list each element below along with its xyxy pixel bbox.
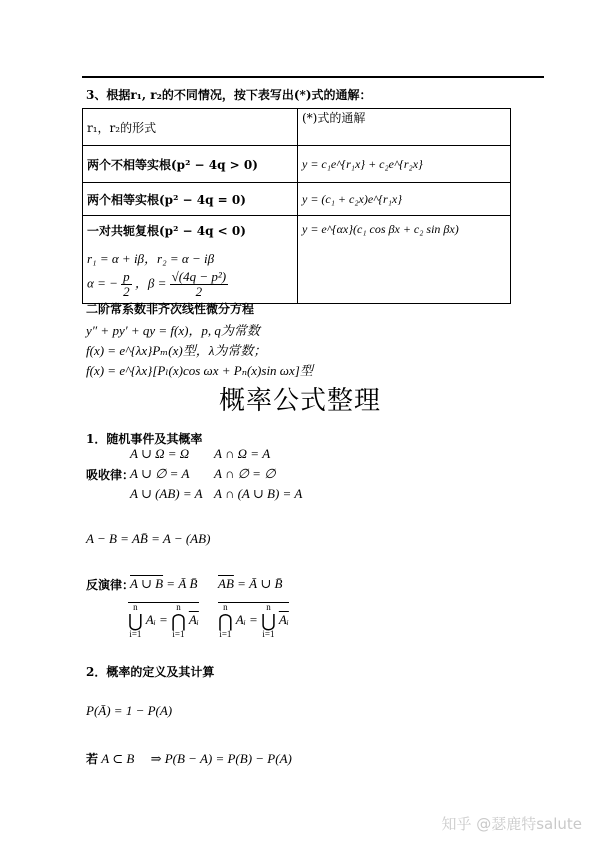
demorgan-label: 反演律： [86,578,135,592]
nonhomog-equation: y″ + py′ + qy = f(x)，p, q为常数 [86,323,260,338]
subset-formula [86,750,292,767]
absorb-1b: A ∩ Ω = A [214,446,271,461]
ai-term-2: Aᵢ [235,611,246,627]
header-form: r₁，r₂的形式 [83,109,298,146]
roots-table [82,108,511,304]
absorb-3a: A ∪ (AB) = A [130,486,203,501]
complex-roots: r₁ = α + iβ，r₂ = α − iβ [87,251,215,266]
form-equal-real: 两个相等实根(p² − 4q = 0) [83,183,298,216]
alpha-lhs: α = − [87,275,118,291]
subset-prefix: 若 [86,752,99,766]
table-row [83,109,511,146]
table-row [83,146,511,183]
solution-equal-real: y = (c₁ + c₂x)e^{r₁x} [298,183,511,216]
difference-formula: A − B = AB̄ = A − (AB) [86,531,211,546]
alpha-beta-formula [87,270,228,299]
top-rule [82,76,544,78]
ai-bar-term-2: $\overline{Aᵢ}$ [278,611,289,627]
nonhomog-type-1: f(x) = e^{λx}Pₘ(x)型，λ为常数； [86,343,267,358]
table-row [83,216,511,304]
demorgan-1-rhs: Ā B̄ [178,576,198,591]
complement-formula: P(Ā) = 1 − P(A) [86,703,173,718]
solution-distinct-real: y = c₁e^{r₁x} + c₂e^{r₂x} [298,146,511,183]
absorb-3b: A ∩ (A ∪ B) = A [214,486,303,501]
nonhomog-heading: 二阶常系数非齐次线性微分方程 [86,302,255,316]
demorgan-general-2: n ⋂ i=1 Aᵢ = n ⋃ i=1 $\overline{Aᵢ}$ [218,602,289,639]
subset-expression: A ⊂ B [101,751,135,766]
subset-result: ⇒ P(B − A) = P(B) − P(A) [150,751,292,766]
big-inter-op-2: n ⋂ i=1 [218,602,233,639]
page-title: 概率公式整理 [218,386,381,416]
absorption-label: 吸收律： [86,468,135,482]
demorgan-law-2: $\overline{AB}$ = Ā ∪ B̄ [218,576,283,591]
form-complex: 一对共轭复根(p² − 4q < 0) [87,224,246,238]
absorb-2a: A ∪ ∅ = A [130,466,190,481]
big-inter-op: n ⋂ i=1 [171,602,186,639]
demorgan-2-rhs-b: B̄ [274,576,283,591]
demorgan-2-rhs-a: Ā [249,576,258,591]
beta-lhs: ，β = [134,275,167,291]
ai-bar-term: $\overline{Aᵢ}$ [188,611,199,627]
alpha-fraction [121,270,132,299]
beta-num: √(4q − p²) [171,269,227,284]
ai-term: Aᵢ [145,611,156,627]
form-complex-cell [83,216,298,304]
section-3-heading: 3、根据r₁, r₂的不同情况，按下表写出(*)式的通解： [86,88,372,102]
table-row [83,183,511,216]
absorb-2b: A ∩ ∅ = ∅ [214,466,276,481]
section-2-heading: 2．概率的定义及其计算 [86,665,215,679]
watermark: 知乎 @瑟鹿特salute [441,815,582,833]
big-union-op: n ⋃ i=1 [128,602,143,639]
beta-den: 2 [195,284,203,299]
demorgan-law-1: A ∪ B = Ā B̄ [130,576,198,591]
demorgan-1-lhs: A ∪ B [130,576,164,591]
alpha-num: p [123,269,130,284]
form-distinct-real: 两个不相等实根(p² − 4q > 0) [83,146,298,183]
section-1-heading: 1．随机事件及其概率 [86,432,203,446]
demorgan-general-1: n ⋃ i=1 Aᵢ = n ⋂ i=1 $\overline{Aᵢ}$ [128,602,199,639]
header-solution: (*)式的通解 [298,109,511,146]
demorgan-2-lhs: $\overline{AB}$ [218,576,234,591]
big-union-op-2: n ⋃ i=1 [261,602,276,639]
nonhomog-type-2: f(x) = e^{λx}[Pₗ(x)cos ωx + Pₙ(x)sin ωx]型 [86,363,313,378]
absorb-1a: A ∪ Ω = Ω [130,446,190,461]
solution-complex: y = e^{αx}(c₁ cos βx + c₂ sin βx) [298,216,511,304]
alpha-den: 2 [123,284,130,299]
beta-fraction [170,270,228,299]
